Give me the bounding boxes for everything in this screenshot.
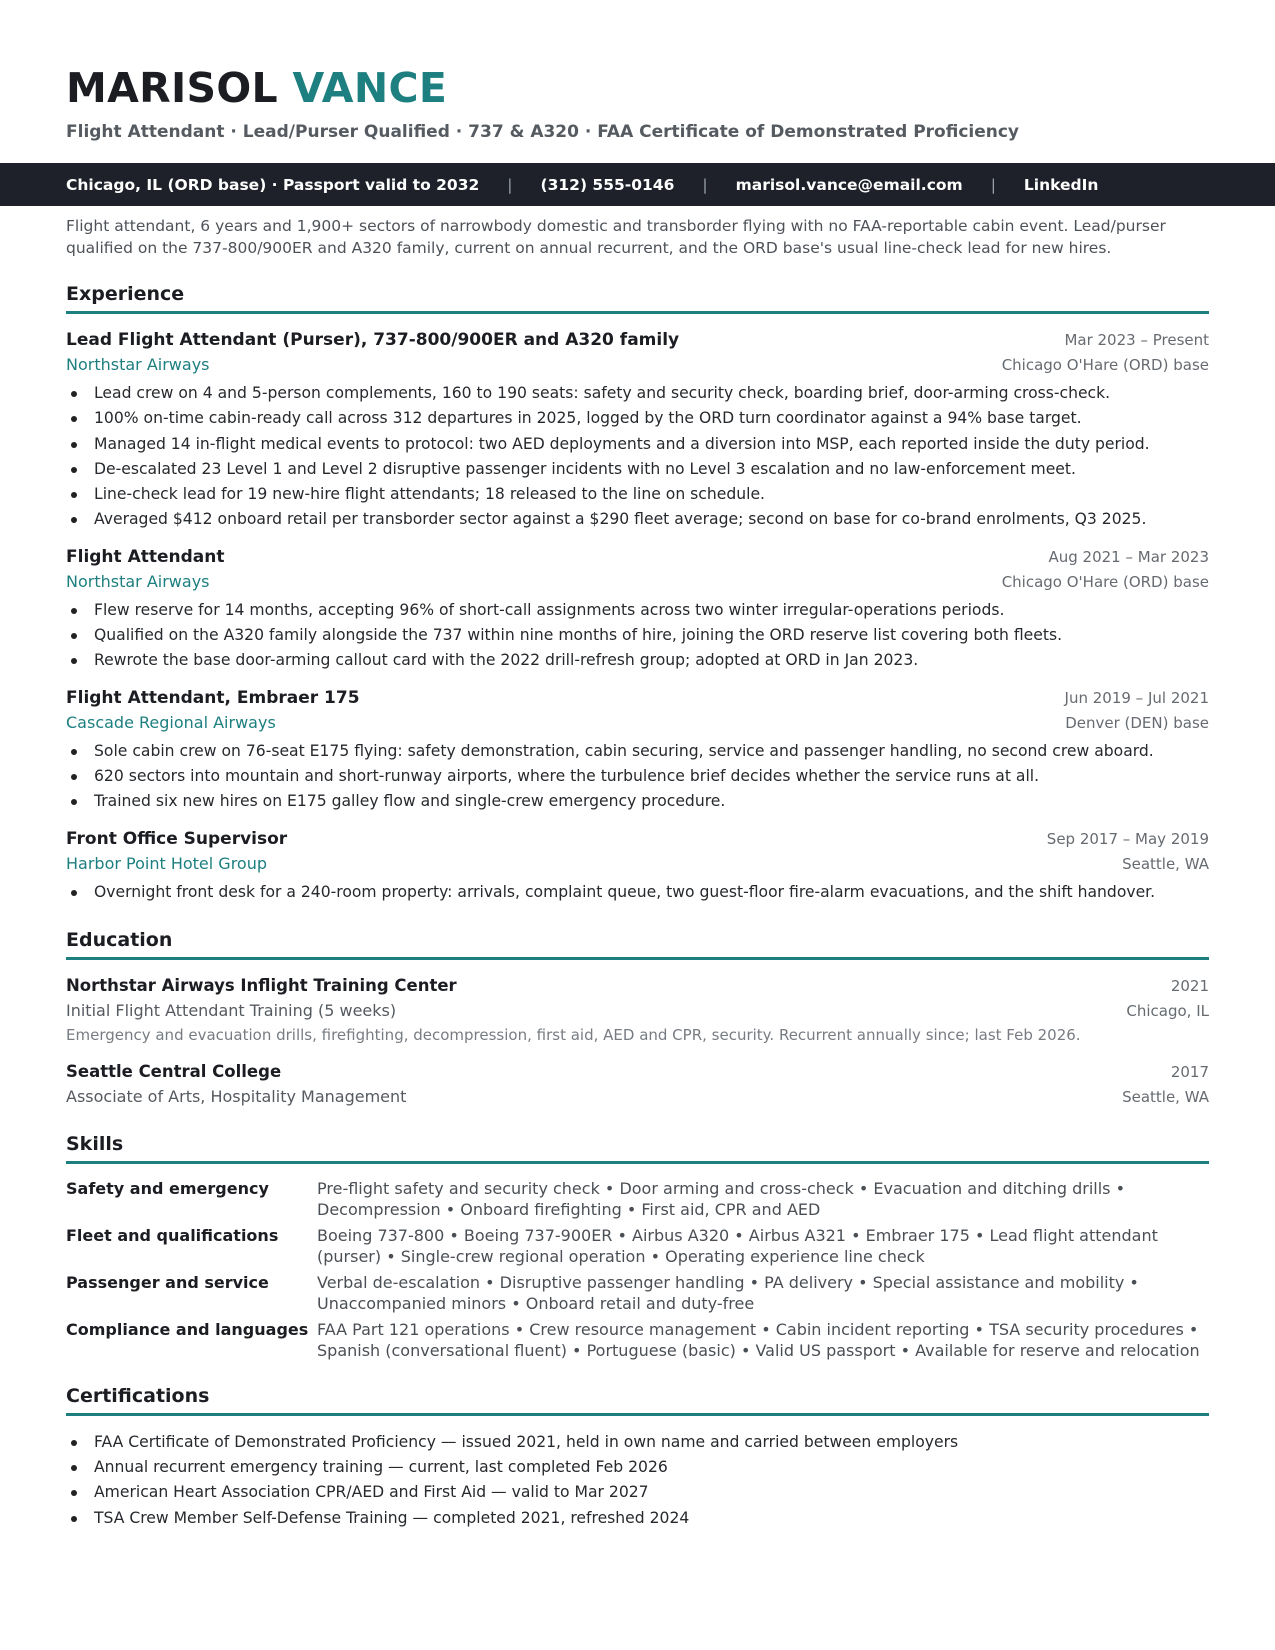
bullet-item: 100% on-time cabin-ready call across 312 departures in 2025, logged by the ORD turn coordinator against a 94% base target. (66, 406, 1209, 431)
education-year: 2021 (1170, 976, 1209, 995)
linkedin-link[interactable]: LinkedIn (1023, 175, 1099, 194)
certification-item: Annual recurrent emergency training — current, last completed Feb 2026 (66, 1455, 1209, 1480)
section-title: Education (66, 929, 1209, 960)
experience-section (66, 283, 1209, 905)
headline: Flight Attendant · Lead/Purser Qualified · 737 & A320 · FAA Certificate of Demonstrated Proficiency (66, 122, 1020, 142)
bullet-item: Flew reserve for 14 months, accepting 96% of short-call assignments across two winter irregular-operations periods. (66, 598, 1209, 623)
skill-items: FAA Part 121 operations • Crew resource management • Cabin incident reporting • TSA security procedures • Spanish (conversational fluent) • Portuguese (basic) • Valid US passport • Available for reserve and relocation (317, 1319, 1200, 1360)
bullet-item: Lead crew on 4 and 5-person complements, 160 to 190 seats: safety and security check, boarding brief, door-arming cross-check. (66, 381, 1209, 406)
summary: Flight attendant, 6 years and 1,900+ sectors of narrowbody domestic and transborder flying with no FAA-reportable cabin event. Lead/purser qualified on the 737-800/900ER and A320 family, current on annual recurrent, and the ORD base's usual line-check lead for new hires. (66, 217, 1166, 257)
degree: Initial Flight Attendant Training (5 weeks) (66, 1000, 397, 1020)
job-dates: Aug 2021 – Mar 2023 (1048, 547, 1209, 566)
certification-item: TSA Crew Member Self-Defense Training — completed 2021, refreshed 2024 (66, 1506, 1209, 1531)
job-entry (66, 328, 1209, 533)
job-bullets (66, 598, 1209, 674)
job-entry (66, 827, 1209, 905)
education-entry (66, 974, 1209, 1047)
job-dates: Mar 2023 – Present (1064, 331, 1209, 349)
skill-category: Passenger and service (66, 1272, 269, 1292)
contact-separator: | (702, 175, 708, 194)
education-location: Chicago, IL (1126, 1001, 1209, 1020)
job-title: Lead Flight Attendant (Purser), 737-800/900ER and A320 family (66, 330, 680, 350)
degree: Associate of Arts, Hospitality Management (66, 1086, 407, 1106)
job-title: Front Office Supervisor (66, 828, 288, 849)
resume-body (66, 215, 1209, 1531)
skill-items: Boeing 737-800 • Boeing 737-900ER • Airbus A320 • Airbus A321 • Embraer 175 • Lead flight attendant (purser) • Single-crew regional operation • Operating experience line check (317, 1225, 1158, 1266)
skill-category: Safety and emergency (66, 1178, 269, 1198)
company-name: Harbor Point Hotel Group (66, 853, 268, 873)
education-location: Seattle, WA (1122, 1087, 1209, 1106)
bullet-item: Overnight front desk for a 240-room property: arrivals, complaint queue, two guest-floor fire-alarm evacuations, and the shift handover. (66, 880, 1209, 905)
job-title: Flight Attendant, Embraer 175 (66, 687, 360, 708)
job-entry (66, 686, 1209, 815)
bullet-item: Managed 14 in-flight medical events to protocol: two AED deployments and a diversion into MSP, each reported inside the duty period. (66, 432, 1209, 457)
skill-items: Verbal de-escalation • Disruptive passenger handling • PA delivery • Special assistance and mobility • Unaccompanied minors • Onboard retail and duty-free (317, 1272, 1139, 1313)
job-location: Chicago O'Hare (ORD) base (1001, 572, 1209, 591)
contact-separator: | (990, 175, 996, 194)
job-location: Denver (DEN) base (1065, 713, 1209, 732)
company-name: Northstar Airways (66, 571, 210, 591)
contact-bar (0, 163, 1275, 206)
job-entry (66, 545, 1209, 674)
school-name: Northstar Airways Inflight Training Center (66, 975, 457, 995)
bullet-item: Trained six new hires on E175 galley flow and single-crew emergency procedure. (66, 789, 1209, 814)
job-title: Flight Attendant (66, 546, 225, 567)
section-title: Experience (66, 283, 1209, 314)
contact-phone[interactable]: (312) 555-0146 (540, 175, 675, 194)
job-location: Seattle, WA (1122, 854, 1209, 873)
certifications-section (66, 1385, 1209, 1531)
certification-list (66, 1430, 1209, 1531)
job-dates: Jun 2019 – Jul 2021 (1064, 688, 1209, 707)
contact-email[interactable]: marisol.vance@email.com (735, 175, 963, 194)
job-bullets (66, 381, 1209, 533)
candidate-name (66, 62, 1216, 114)
section-title: Skills (66, 1133, 1209, 1164)
contact-separator: | (507, 175, 513, 194)
company-name: Cascade Regional Airways (66, 712, 276, 732)
job-bullets (66, 739, 1209, 815)
job-location: Chicago O'Hare (ORD) base (1001, 356, 1209, 374)
resume-header (66, 62, 1216, 142)
bullet-item: De-escalated 23 Level 1 and Level 2 disruptive passenger incidents with no Level 3 escalation and no law-enforcement meet. (66, 457, 1209, 482)
first-name: MARISOL (66, 64, 278, 112)
skill-items: Pre-flight safety and security check • Door arming and cross-check • Evacuation and ditching drills • Decompression • Onboard firefighting • First aid, CPR and AED (317, 1178, 1126, 1219)
last-name: VANCE (292, 64, 448, 112)
education-section (66, 929, 1209, 1109)
certification-item: FAA Certificate of Demonstrated Proficiency — issued 2021, held in own name and carried between employers (66, 1430, 1209, 1455)
bullet-item: Rewrote the base door-arming callout card with the 2022 drill-refresh group; adopted at ORD in Jan 2023. (66, 648, 1209, 673)
skills-grid (66, 1178, 1209, 1361)
bullet-item: Sole cabin crew on 76-seat E175 flying: safety demonstration, cabin securing, service and passenger handling, no second crew aboard. (66, 739, 1209, 764)
school-name: Seattle Central College (66, 1061, 282, 1081)
section-title: Certifications (66, 1385, 1209, 1416)
company-name: Northstar Airways (66, 355, 210, 374)
skill-category: Fleet and qualifications (66, 1225, 279, 1245)
job-dates: Sep 2017 – May 2019 (1046, 829, 1209, 848)
certification-item: American Heart Association CPR/AED and First Aid — valid to Mar 2027 (66, 1480, 1209, 1505)
bullet-item: Line-check lead for 19 new-hire flight attendants; 18 released to the line on schedule. (66, 482, 1209, 507)
contact-location: Chicago, IL (ORD base) · Passport valid to 2032 (66, 175, 480, 194)
job-bullets (66, 880, 1209, 905)
education-entry (66, 1060, 1209, 1109)
skills-section (66, 1133, 1209, 1361)
skill-category: Compliance and languages (66, 1319, 309, 1339)
bullet-item: Averaged $412 onboard retail per transborder sector against a $290 fleet average; second on base for co-brand enrolments, Q3 2025. (66, 507, 1209, 532)
education-year: 2017 (1170, 1062, 1209, 1081)
education-note: Emergency and evacuation drills, firefighting, decompression, first aid, AED and CPR, security. Recurrent annually since; last Feb 2026. (66, 1025, 1081, 1044)
bullet-item: 620 sectors into mountain and short-runway airports, where the turbulence brief decides whether the service runs at all. (66, 764, 1209, 789)
bullet-item: Qualified on the A320 family alongside the 737 within nine months of hire, joining the ORD reserve list covering both fleets. (66, 623, 1209, 648)
